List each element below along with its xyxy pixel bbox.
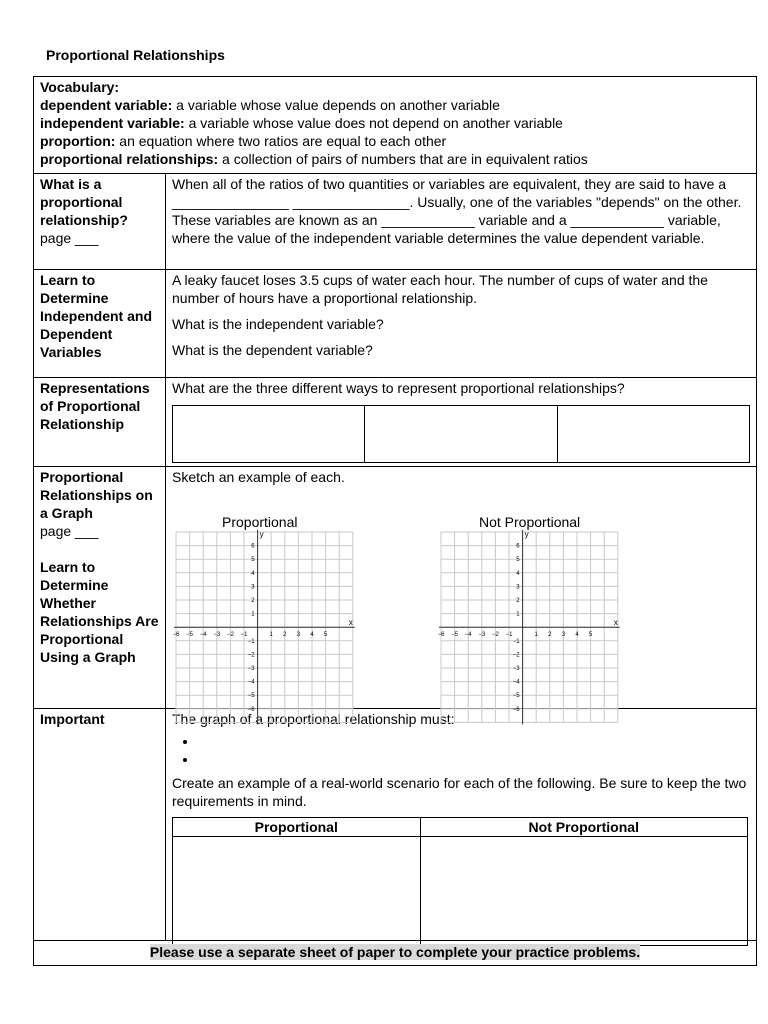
x-tick-label: −6 bbox=[437, 632, 445, 639]
y-axis-label: y bbox=[259, 530, 264, 539]
sketch-instruction: Sketch an example of each. bbox=[172, 469, 345, 485]
not-proportional-coordinate-grid[interactable] bbox=[437, 528, 617, 720]
footer-text: Please use a separate sheet of paper to complete your practice problems. bbox=[149, 944, 641, 960]
y-axis-label: y bbox=[524, 530, 529, 539]
x-tick-label: 2 bbox=[283, 632, 287, 639]
y-tick-label: −2 bbox=[247, 652, 255, 659]
y-tick-label: −2 bbox=[512, 652, 520, 659]
row-content bbox=[166, 270, 756, 377]
x-tick-label: 1 bbox=[534, 632, 538, 639]
row-content bbox=[166, 467, 756, 713]
x-tick-label: 3 bbox=[296, 632, 301, 639]
row-label: Learn to Determine Independent and Dependent Variables bbox=[34, 270, 166, 377]
vocab-item bbox=[40, 114, 588, 132]
vocab-definition: a variable whose value does not depend on another variable bbox=[184, 115, 563, 131]
y-tick-label: −1 bbox=[512, 638, 520, 645]
y-tick-label: −6 bbox=[512, 706, 520, 713]
x-tick-label: −5 bbox=[186, 632, 194, 639]
answer-boxes bbox=[172, 405, 750, 463]
x-tick-label: 5 bbox=[588, 632, 593, 639]
not-proportional-column-header: Not Proportional bbox=[420, 818, 747, 837]
row-content bbox=[166, 706, 756, 940]
vocab-item bbox=[40, 150, 588, 168]
create-example-text: Create an example of a real-world scenario for each of the following. Be sure to keep the two requirements in mind. bbox=[172, 775, 747, 809]
y-tick-label: 4 bbox=[251, 570, 255, 577]
page-reference: page ___ bbox=[40, 523, 99, 539]
x-tick-label: −1 bbox=[240, 632, 248, 639]
vocab-term: independent variable: bbox=[40, 115, 185, 131]
y-tick-label: −4 bbox=[247, 679, 255, 686]
y-tick-label: 5 bbox=[251, 557, 255, 564]
vocab-item bbox=[40, 132, 588, 150]
x-tick-label: −3 bbox=[213, 632, 221, 639]
vocab-term: proportional relationships: bbox=[40, 151, 219, 167]
y-tick-label: −3 bbox=[512, 666, 520, 672]
vocab-item bbox=[40, 96, 588, 114]
y-tick-label: 2 bbox=[516, 598, 520, 604]
y-tick-label: 1 bbox=[251, 611, 255, 618]
page-reference: page ___ bbox=[40, 230, 99, 246]
row-label-text: Proportional Relationships on a Graph bbox=[40, 469, 153, 521]
y-tick-label: 4 bbox=[516, 570, 520, 577]
y-tick-label: 3 bbox=[251, 584, 255, 591]
graphs-area bbox=[172, 486, 750, 713]
x-tick-label: −6 bbox=[172, 632, 180, 639]
x-tick-label: −4 bbox=[464, 632, 472, 639]
y-tick-label: 1 bbox=[516, 611, 520, 618]
notes-table bbox=[33, 76, 757, 966]
requirement-list bbox=[198, 732, 750, 768]
row-label: Representations of Proportional Relationship bbox=[34, 378, 166, 466]
x-tick-label: −5 bbox=[451, 632, 459, 639]
x-tick-label: 4 bbox=[310, 632, 314, 639]
row-label-text: What is a proportional relationship? bbox=[40, 176, 128, 228]
y-tick-label: −3 bbox=[247, 666, 255, 672]
scenario-text: A leaky faucet loses 3.5 cups of water each hour. The number of cups of water and the number of hours have a proportional relationship. bbox=[172, 272, 708, 306]
row-label bbox=[34, 467, 166, 708]
proportional-column-header: Proportional bbox=[173, 818, 421, 837]
examples-table bbox=[172, 817, 748, 946]
graph-row bbox=[34, 466, 756, 713]
y-tick-label: −5 bbox=[247, 693, 255, 700]
y-tick-label: −5 bbox=[512, 693, 520, 700]
requirement-bullet bbox=[198, 750, 750, 768]
vocabulary-section bbox=[34, 77, 594, 173]
row-content bbox=[166, 378, 756, 466]
proportional-coordinate-grid[interactable] bbox=[172, 528, 352, 720]
y-tick-label: 5 bbox=[516, 557, 520, 564]
important-text: The graph of a proportional relationship must: bbox=[172, 711, 455, 727]
x-tick-label: 1 bbox=[269, 632, 273, 639]
not-proportional-graph-title: Not Proportional bbox=[479, 514, 581, 530]
proportional-graph-title: Proportional bbox=[222, 514, 298, 530]
x-tick-label: −4 bbox=[199, 632, 207, 639]
vocabulary-row bbox=[34, 77, 756, 173]
requirement-bullet bbox=[198, 732, 750, 750]
y-tick-label: 6 bbox=[516, 543, 520, 550]
row-label: Important bbox=[34, 709, 166, 940]
answer-box[interactable] bbox=[558, 406, 749, 462]
learn-determine-row bbox=[34, 269, 756, 377]
x-tick-label: −3 bbox=[478, 632, 486, 639]
question-dependent: What is the dependent variable? bbox=[172, 342, 373, 358]
x-tick-label: −2 bbox=[226, 632, 234, 639]
answer-box[interactable] bbox=[365, 406, 557, 462]
what-is-row bbox=[34, 173, 756, 269]
row-content: When all of the ratios of two quantities or variables are equivalent, they are said to have a _______________ _______________. Usually, one of the variables "depends" on the other. These variables are known as an ____________ variable and a ____________ variable, where the value of the independent variable determines the value dependent variable. bbox=[172, 176, 742, 246]
y-tick-label: 6 bbox=[251, 543, 255, 550]
x-axis-label: x bbox=[348, 618, 353, 628]
y-tick-label: 3 bbox=[516, 584, 520, 591]
question-independent: What is the independent variable? bbox=[172, 316, 384, 332]
y-tick-label: 2 bbox=[251, 598, 255, 604]
x-tick-label: −2 bbox=[491, 632, 499, 639]
representations-question: What are the three different ways to represent proportional relationships? bbox=[172, 380, 625, 396]
page-title: Proportional Relationships bbox=[46, 47, 225, 63]
row-label-text: Learn to Determine Whether Relationships Are Proportional Using a Graph bbox=[40, 559, 159, 665]
x-axis-label: x bbox=[613, 618, 618, 628]
important-row bbox=[34, 708, 756, 940]
y-tick-label: −1 bbox=[247, 638, 255, 645]
x-tick-label: 4 bbox=[575, 632, 579, 639]
answer-box[interactable] bbox=[173, 406, 365, 462]
vocab-term: proportion: bbox=[40, 133, 116, 149]
vocab-term: dependent variable: bbox=[40, 97, 173, 113]
x-tick-label: 5 bbox=[323, 632, 328, 639]
y-tick-label: −6 bbox=[247, 706, 255, 713]
vocab-definition: a collection of pairs of numbers that are in equivalent ratios bbox=[218, 151, 588, 167]
vocab-definition: a variable whose value depends on another variable bbox=[172, 97, 500, 113]
y-tick-label: −4 bbox=[512, 679, 520, 686]
vocab-definition: an equation where two ratios are equal to each other bbox=[115, 133, 447, 149]
x-tick-label: 3 bbox=[561, 632, 566, 639]
representations-row bbox=[34, 377, 756, 466]
vocabulary-heading: Vocabulary: bbox=[40, 79, 120, 95]
x-tick-label: −1 bbox=[505, 632, 513, 639]
proportional-example-cell[interactable] bbox=[173, 837, 421, 946]
not-proportional-example-cell[interactable] bbox=[420, 837, 747, 946]
x-tick-label: 2 bbox=[548, 632, 552, 639]
row-label bbox=[34, 174, 166, 269]
